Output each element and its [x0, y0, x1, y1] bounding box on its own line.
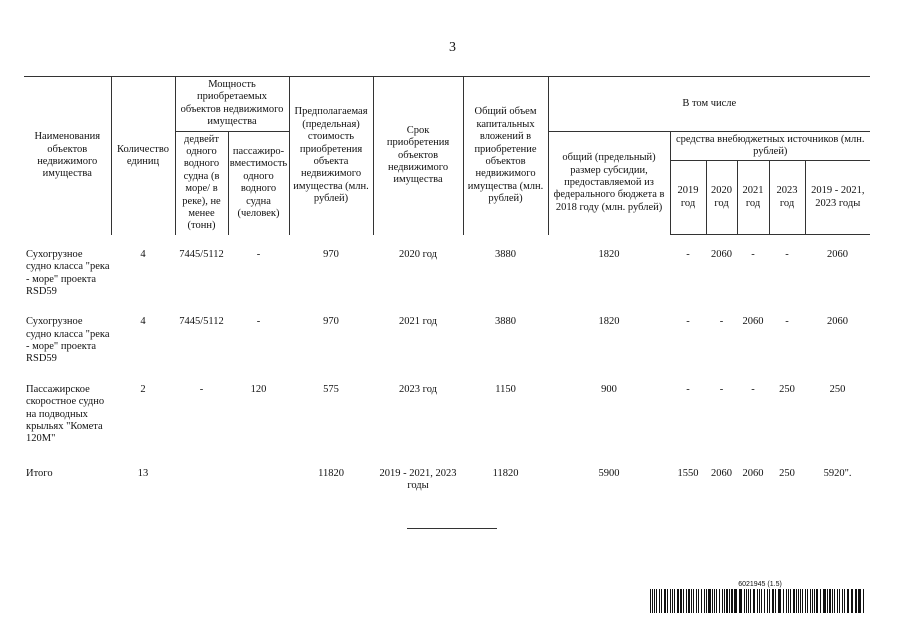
header-passenger-capacity: пассажиро-вместимость одного водного судна (человек): [228, 131, 289, 235]
row-qty: 4: [140, 316, 146, 328]
row-qty: 4: [140, 248, 146, 260]
row-investment: 3880: [495, 316, 517, 328]
header-year-2023: 2023 год: [769, 161, 805, 235]
header-deadweight: дедвейт одного водного судна (в море/ в реке), не менее (тонн): [175, 131, 228, 235]
barcode-code: 6021945 (1.5): [738, 581, 782, 588]
row-2021: -: [751, 249, 755, 261]
row-cost: 970: [323, 316, 339, 328]
total-total: 5920".: [823, 467, 852, 479]
row-2019: -: [686, 249, 690, 261]
header-year-2021: 2021 год: [737, 161, 769, 235]
row-deadweight: 7445/5112: [179, 248, 224, 260]
row-subsidy: 1820: [598, 248, 620, 260]
row-2019: -: [686, 316, 690, 328]
row-2020: -: [719, 383, 724, 395]
table-row: [24, 370, 870, 454]
row-2019: -: [686, 383, 690, 395]
header-name: Наименования объектов недвижимого имущества: [24, 77, 111, 235]
page-number: 3: [449, 40, 456, 55]
total-2020: 2060: [711, 467, 733, 479]
header-extrabudget: средства внебюджетных источников (млн. рублей): [670, 131, 870, 161]
table-row-total: [24, 454, 870, 493]
total-qty: 13: [137, 467, 149, 479]
row-subsidy: 900: [601, 383, 617, 395]
row-2021: -: [751, 383, 755, 395]
row-2021: 2060: [742, 316, 764, 328]
barcode-image: [650, 589, 866, 613]
header-year-2019: 2019 год: [670, 161, 706, 235]
total-name: Итого: [26, 467, 53, 479]
row-term: 2023 год: [399, 383, 437, 395]
row-2023: -: [785, 316, 789, 328]
header-quantity: Количество единиц: [111, 77, 175, 235]
total-investment: 11820: [492, 467, 519, 479]
row-term: 2021 год: [399, 316, 437, 328]
row-2023: -: [785, 249, 789, 261]
header-total-investment: Общий объем капитальных вложений в приобретение объектов недвижимого имущества (млн. рублей): [463, 77, 548, 235]
row-investment: 1150: [495, 383, 516, 395]
row-cost: 575: [323, 383, 339, 395]
row-deadweight: 7445/5112: [179, 316, 224, 328]
total-cost: 11820: [318, 467, 344, 479]
row-term: 2020 год: [399, 248, 437, 260]
header-capacity-group: Мощность приобретаемых объектов недвижимого имущества: [175, 77, 289, 132]
total-2019: 1550: [677, 467, 699, 479]
row-name: Пассажирское скоростное судно на подводных крыльях "Комета 120М": [26, 383, 105, 445]
row-passengers: -: [256, 316, 261, 328]
header-including: В том числе: [548, 77, 870, 132]
row-deadweight: -: [199, 383, 204, 395]
total-2021: 2060: [742, 467, 764, 479]
total-deadweight: [175, 454, 228, 493]
row-total: 2060: [827, 316, 849, 328]
row-subsidy: 1820: [598, 316, 620, 328]
row-2023: 250: [779, 383, 795, 395]
row-name: Сухогрузное судно класса "река - море" проекта RSD59: [26, 248, 110, 297]
table-row: [24, 235, 870, 303]
table-row: [24, 302, 870, 370]
total-2023: 250: [779, 467, 795, 479]
row-qty: 2: [140, 383, 146, 395]
row-total: 2060: [827, 249, 849, 261]
row-cost: 970: [323, 248, 339, 260]
header-est-cost: Предполагаемая (предельная) стоимость приобретения объекта недвижимого имущества (млн. рублей): [289, 77, 373, 235]
row-2020: -: [719, 316, 724, 328]
investment-table: [24, 76, 870, 493]
row-total: 250: [829, 383, 846, 395]
header-years-total: 2019 - 2021, 2023 годы: [805, 161, 870, 235]
row-passengers: -: [256, 248, 261, 260]
header-year-2020: 2020 год: [706, 161, 737, 235]
total-subsidy: 5900: [598, 467, 620, 479]
total-term: 2019 - 2021, 2023 годы: [379, 467, 457, 492]
total-passengers: [228, 454, 289, 493]
header-subsidy: общий (предельный) размер субсидии, предоставляемой из федерального бюджета в 2018 году (млн. рублей): [548, 131, 670, 235]
row-2020: 2060: [711, 249, 733, 261]
row-passengers: 120: [250, 383, 267, 395]
row-investment: 3880: [495, 248, 517, 260]
row-name: Сухогрузное судно класса "река - море" проекта RSD59: [26, 316, 110, 365]
end-rule: [407, 528, 497, 529]
header-term: Срок приобретения объектов недвижимого имущества: [373, 77, 463, 235]
